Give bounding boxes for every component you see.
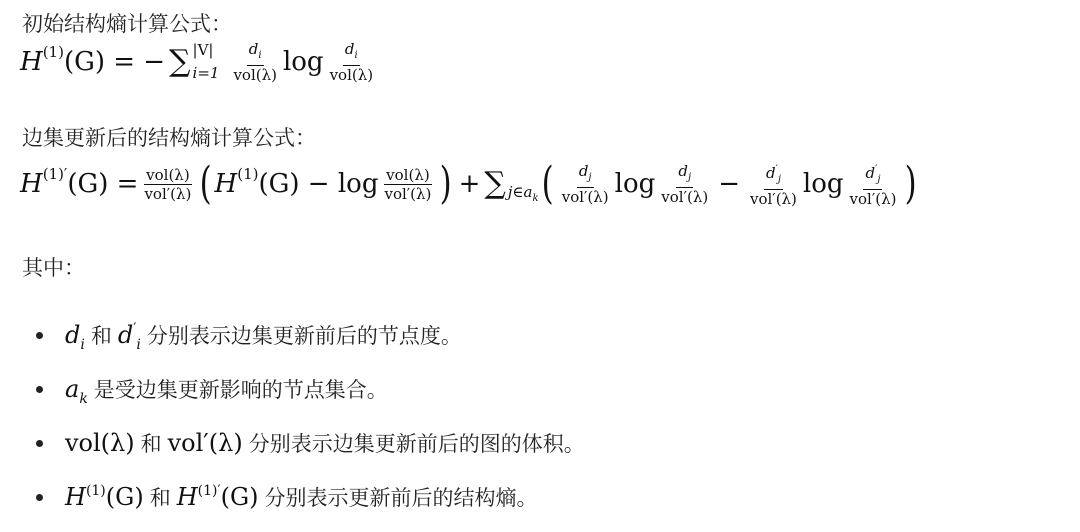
heading-where: 其中： — [22, 256, 85, 280]
bullet-dot — [36, 386, 43, 393]
list-item: vol(λ) 和 vol′(λ) 分别表示边集更新前后的图的体积。 — [36, 428, 591, 458]
heading-updated-entropy: 边集更新后的结构熵计算公式： — [22, 126, 316, 150]
heading-initial-entropy: 初始结构熵计算公式： — [22, 12, 232, 36]
bullet-dot — [36, 332, 43, 339]
list-item: $d_i$ 和 $d'_i$ 分别表示边集更新前后的节点度。 — [36, 320, 468, 350]
bullet-dot — [36, 440, 43, 447]
bullet-dot — [36, 494, 43, 501]
list-item: $H^{(1)}(G)$ 和 $H^{(1)'}(G)$ 分别表示更新前后的结构熵。 — [36, 482, 544, 512]
equation-updated-entropy: H (1)′ (G) = $\frac{\text{vol(λ)}}{\text{vol′(λ)}}$ ( H (1) (G) − log $\frac{\text{vol(λ)}}{\text{vol′(λ)}}$ ) + ∑ $j\in a_k$ ( $\frac{d_j}{\text{vol′(λ)}}$ log $\frac{d_j}{\text{vol′(λ)}}$ − $\frac{d'_j}{\text{vol′(λ)}}$ log $\frac{d'_j}{\text{vol′(λ)}}$ ) — [20, 158, 918, 209]
list-item: $a_k$ 是受边集更新影响的节点集合。 — [36, 374, 394, 404]
equation-initial-entropy: H (1) (G) = − ∑ |V| i=1 $\frac{d_i}{\text{vol(λ)}}$ log $\frac{d_i}{\text{vol(λ)}}$ — [20, 40, 374, 84]
